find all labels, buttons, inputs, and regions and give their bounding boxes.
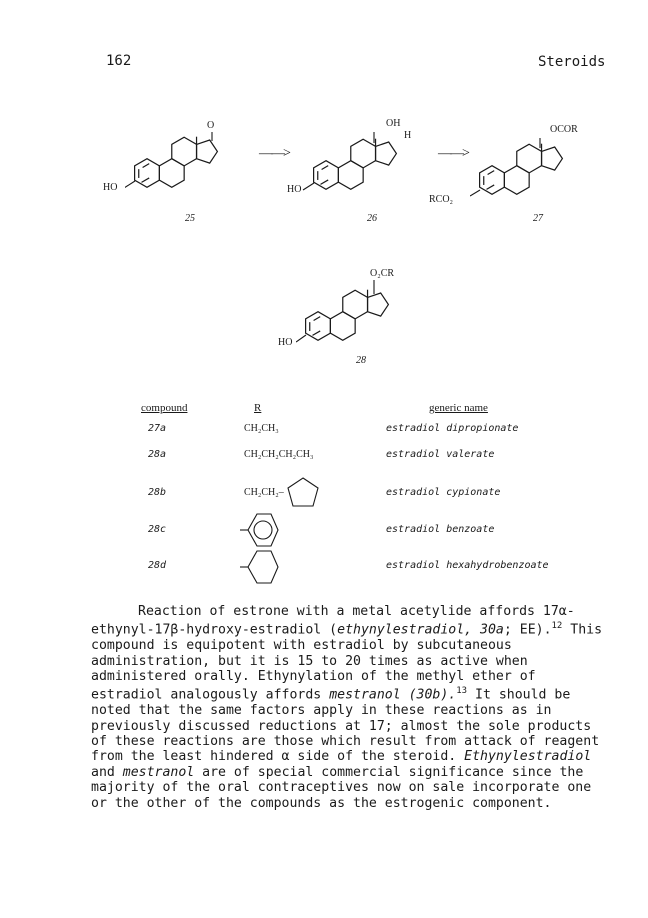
table-header-compound: compound (141, 402, 188, 414)
phenyl-ring (240, 511, 280, 549)
table-cell-name: estradiol dipropionate (386, 423, 519, 434)
reaction-arrow: ——> (438, 146, 468, 161)
table-cell-name: estradiol hexahydrobenzoate (386, 560, 549, 571)
citation-ref: 13 (456, 686, 468, 697)
compound-number-25: 25 (185, 213, 195, 224)
keto-label: O (207, 120, 215, 131)
h-label: H (404, 130, 412, 141)
ho-label: HO (103, 182, 118, 193)
table-cell-compound: 27a (148, 423, 167, 434)
oh-label: OH (386, 118, 401, 129)
table-cell-name: estradiol valerate (386, 449, 495, 460)
compound-number-26: 26 (367, 213, 377, 224)
table-header-r: R (254, 402, 262, 414)
cyclopentyl-ring (283, 476, 323, 512)
ester-label-3: RCO₂ (429, 194, 454, 205)
estradiol-17-ester-structure (296, 268, 416, 358)
body-paragraph: Reaction of estrone with a metal acetylide affords 17α-ethynyl-17β-hydroxy-estradiol (ethynylestradiol, 30a; EE).$^{12}$ This compound is equipotent with estradiol by subcutaneous administration, but it is 15 to 20 times as active when administered orally. Ethynylation of the methyl ether of estradiol analogously affords mestranol (30b).$^{13}$ It should be noted that the same factors apply in these reactions as in previously discussed reductions at 17; almost the sole products of these reactions are those which result from attack of reagent from the least hindered α side of the steroid. Ethynylestradiol and mestranol are of special commercial significance since the majority of the oral contraceptives now on sale incorporate one or the other of the compounds as the estrogenic component. (91, 604, 603, 811)
table-cell-r: CH₂CH₂– (244, 487, 284, 498)
structure-26 (287, 118, 420, 208)
table-cell-r: CH₂CH₃ (244, 423, 279, 434)
reaction-arrow: ——> (259, 146, 289, 161)
ho-label: HO (287, 184, 302, 195)
compound-number-28: 28 (356, 355, 366, 366)
structure-27 (429, 118, 590, 208)
page-number: 162 (106, 53, 132, 69)
ester-label: OCOR (550, 124, 578, 135)
estradiol-structure (300, 118, 420, 208)
ester-label: O₂CR (370, 268, 395, 279)
structure-25 (103, 118, 245, 208)
table-cell-name: estradiol benzoate (386, 524, 495, 535)
running-title: Steroids (538, 54, 606, 70)
table-cell-compound: 28a (148, 449, 167, 460)
estrone-structure (125, 118, 245, 208)
cyclohexyl-ring (240, 548, 280, 586)
table-cell-compound: 28c (148, 524, 167, 535)
table-cell-r: CH₂CH₂CH₂CH₃ (244, 449, 314, 460)
table-cell-name: estradiol cypionate (386, 487, 501, 498)
ho-label: HO (278, 337, 293, 348)
table-cell-compound: 28b (148, 487, 167, 498)
table-header-generic-name: generic name (429, 402, 488, 414)
citation-ref: 12 (551, 621, 563, 632)
compound-number-27: 27 (533, 213, 543, 224)
structure-28 (278, 268, 416, 358)
table-cell-compound: 28d (148, 560, 167, 571)
